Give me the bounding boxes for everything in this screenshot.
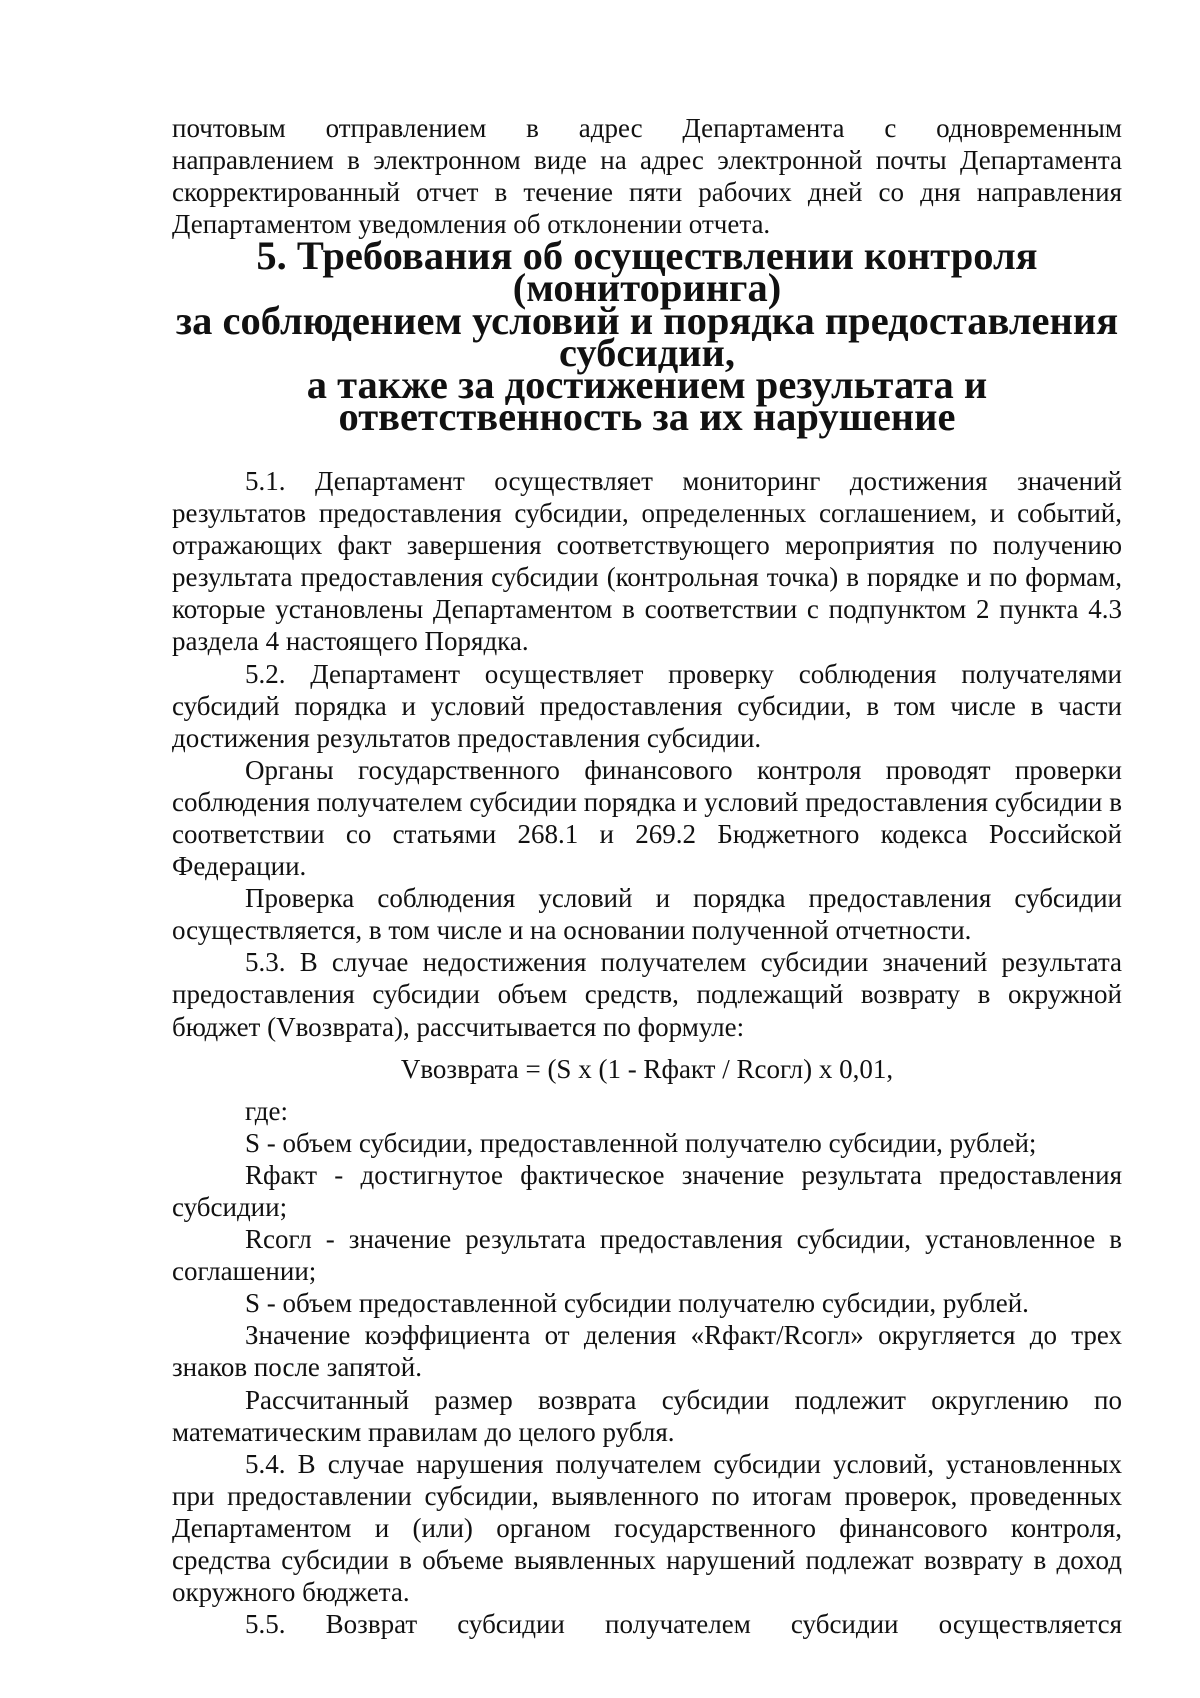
document-page bbox=[172, 112, 1122, 1640]
section-heading bbox=[172, 233, 1122, 439]
definition-r-fact: Rфакт - достигнутое фактическое значение результата предоставления субсидии; bbox=[172, 1159, 1122, 1222]
where-label: где: bbox=[245, 1095, 288, 1126]
section-heading-line-1: 5. Требования об осуществлении контроля (мониторинга) bbox=[256, 233, 1038, 311]
spacer bbox=[172, 1043, 1122, 1053]
definition-r-sogl: Rсогл - значение результата предоставления субсидии, установленное в соглашении; bbox=[172, 1224, 1122, 1287]
paragraph-rounding: Рассчитанный размер возврата субсидии подлежит округлению по математическим правилам до целого рубля. bbox=[172, 1384, 1122, 1447]
paragraph-5-5: 5.5. Возврат субсидии получателем субсидии осуществляется bbox=[245, 1609, 1122, 1640]
paragraph-control-organs: Органы государственного финансового контроля проводят проверки соблюдения получателем субсидии порядка и условий предоставления субсидии в соответствии со статьями 268.1 и 269.2 Бюджетного кодекса Российской Федерации. bbox=[172, 754, 1122, 882]
paragraph-5-3: 5.3. В случае недостижения получателем субсидии значений результата предоставления субсидии объем средств, подлежащий возврату в окружной бюджет (Vвозврата), рассчитывается по формуле: bbox=[172, 947, 1122, 1042]
paragraph-check: Проверка соблюдения условий и порядка предоставления субсидии осуществляется, в том числе и на основании полученной отчетности. bbox=[172, 883, 1122, 946]
paragraph-5-1: 5.1. Департамент осуществляет мониторинг достижения значений результатов предоставления субсидии, определенных соглашением, и событий, отражающих факт завершения соответствующего мероприятия по получению результата предоставления субсидии (контрольная точка) в порядке и по формам, которые установлены Департаментом в соответствии с подпунктом 2 пункта 4.3 раздела 4 настоящего Порядка. bbox=[172, 465, 1122, 657]
spacer bbox=[172, 1085, 1122, 1095]
formula: Vвозврата = (S x (1 - Rфакт / Rсогл) x 0,01, bbox=[400, 1053, 894, 1084]
intro-first-line: почтовым отправлением в адрес Департамента с одновременным bbox=[172, 113, 1122, 143]
definition-s-1: S - объем субсидии, предоставленной получателю субсидии, рублей; bbox=[245, 1127, 1037, 1158]
paragraph-5-4: 5.4. В случае нарушения получателем субсидии условий, установленных при предоставлении субсидии, выявленного по итогам проверок, проведенных Департаментом и (или) органом государственного финансового контроля, средства субсидии в объеме выявленных нарушений подлежат возврату в доход окружного бюджета. bbox=[172, 1448, 1122, 1608]
paragraph-coefficient: Значение коэффициента от деления «Rфакт/Rсогл» округляется до трех знаков после запятой. bbox=[172, 1320, 1122, 1383]
section-heading-line-2: за соблюдением условий и порядка предоставления субсидии, bbox=[175, 297, 1119, 375]
paragraph-5-2: 5.2. Департамент осуществляет проверку соблюдения получателями субсидий порядка и условий предоставления субсидии, в том числе в части достижения результатов предоставления субсидии. bbox=[172, 658, 1122, 753]
section-heading-line-3: а также за достижением результата и ответственность за их нарушение bbox=[306, 361, 988, 439]
intro-paragraph: направлением в электронном виде на адрес электронной почты Департамента скорректированный отчет в течение пяти рабочих дней со дня направления Департаментом уведомления об отклонении отчета. bbox=[172, 145, 1122, 240]
definition-s-2: S - объем предоставленной субсидии получателю субсидии, рублей. bbox=[245, 1288, 1029, 1319]
